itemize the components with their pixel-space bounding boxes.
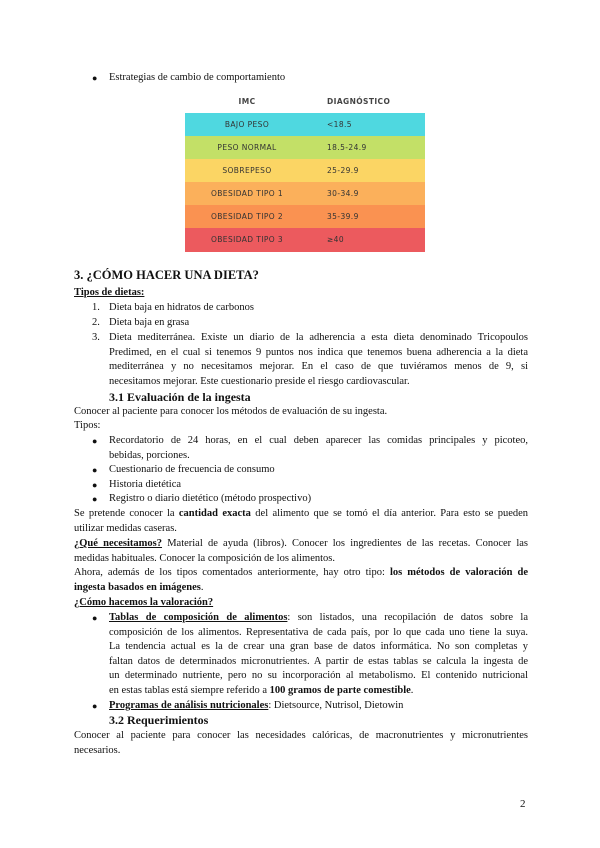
imc-row-bajo-peso <box>185 113 425 136</box>
method-item-2: Cuestionario de frecuencia de consumo <box>109 464 275 475</box>
list-number: 2. <box>92 317 100 328</box>
method-item-3: Historia dietética <box>109 479 182 490</box>
diet-item-1: Dieta baja en hidratos de carbonos <box>109 302 254 313</box>
bullet-icon: ● <box>92 701 98 711</box>
imc-category: PESO NORMAL <box>217 143 277 152</box>
imc-range: 30-34.9 <box>327 189 359 198</box>
imc-range: 25-29.9 <box>327 166 359 175</box>
imc-category: OBESIDAD TIPO 3 <box>210 235 284 244</box>
imc-row-peso-normal <box>185 136 425 159</box>
top-bullet-text: Estrategias de cambio de comportamiento <box>109 72 286 83</box>
imc-category: OBESIDAD TIPO 2 <box>210 212 284 221</box>
imc-range: 18.5-24.9 <box>327 143 367 152</box>
section-3-2-text: Conocer al paciente para conocer las necesidades calóricas, de macronutrientes y micronutrientes necesarios. <box>74 730 528 756</box>
imc-range: ≥40 <box>327 235 345 244</box>
section-3-2-title: 3.2 Requerimientos <box>109 713 209 727</box>
imc-row-obesidad-2 <box>185 205 425 228</box>
imc-row-obesidad-3 <box>185 228 425 252</box>
imc-row-obesidad-1 <box>185 182 425 205</box>
diet-item-3: Dieta mediterránea. Existe un diario de la adherencia a esta dieta denominado Tricopoulos Predimed, en el cual si tenemos 9 puntos nos indica que tenemos buena adherencia a la dieta mediterránea y no necesitamos mejorar. En el caso de que tuviéramos menos de 9, si necesitamos mejorar. Este cuestionario preside el riesgo cardiovascular. <box>109 332 528 387</box>
diet-types-label: Tipos de dietas: <box>74 287 145 298</box>
imc-table-header <box>185 90 425 113</box>
bullet-icon: ● <box>92 465 98 475</box>
bullet-icon: ● <box>92 613 98 623</box>
bullet-icon: ● <box>92 494 98 504</box>
list-number: 1. <box>92 302 100 313</box>
como-hacemos-label: ¿Cómo hacemos la valoración? <box>74 597 214 608</box>
tablas-composicion-item: Tablas de composición de alimentos: son listados, una recopilación de datos sobre la composición de los alimentos. Representativa de cada país, por lo que cada uno tiene la suya. La tendencia actual es la de crear una gran base de datos informática. No son completas y faltan datos de determinados micronutrientes. A partir de estas tablas se calcula la ingesta de un determinado nutriente, pero no su incorporación al metabolismo. El contenido nutricional en estas tablas está siempre referido a 100 gramos de parte comestible. <box>109 612 528 696</box>
imc-header-diagnostico: DIAGNÓSTICO <box>327 97 391 106</box>
tipos-label: Tipos: <box>74 420 101 431</box>
paragraph-imagenes: Ahora, además de los tipos comentados anteriormente, hay otro tipo: los métodos de valoración de ingesta basados en imágenes. <box>74 567 529 593</box>
section-3-1-intro: Conocer al paciente para conocer los métodos de evaluación de su ingesta. <box>74 406 388 417</box>
section-3-title: 3. ¿CÓMO HACER UNA DIETA? <box>74 268 259 282</box>
section-3-1-title: 3.1 Evaluación de la ingesta <box>109 390 251 404</box>
imc-range: <18.5 <box>327 120 352 129</box>
paragraph-cantidad-exacta: Se pretende conocer la cantidad exacta del alimento que se tomó el día anterior. Para esto se pueden utilizar medidas caseras. <box>74 508 529 534</box>
bullet-icon: ● <box>92 73 98 83</box>
page-number: 2 <box>520 798 526 810</box>
imc-category: OBESIDAD TIPO 1 <box>210 189 284 198</box>
imc-header-imc: IMC <box>238 97 256 106</box>
bullet-icon: ● <box>92 480 98 490</box>
bullet-icon: ● <box>92 436 98 446</box>
diet-item-2: Dieta baja en grasa <box>109 317 190 328</box>
imc-range: 35-39.9 <box>327 212 359 221</box>
imc-table <box>185 90 425 252</box>
method-item-1: Recordatorio de 24 horas, en el cual deben aparecer las comidas principales y picoteo, bebidas, porciones. <box>109 435 528 461</box>
paragraph-que-necesitamos: ¿Qué necesitamos? Material de ayuda (libros). Conocer los ingredientes de las recetas. Conocer las medidas habituales. Conocer la composición de los alimentos. <box>74 538 528 564</box>
imc-row-sobrepeso <box>185 159 425 182</box>
list-number: 3. <box>92 332 100 343</box>
imc-category: SOBREPESO <box>222 166 272 175</box>
method-item-4: Registro o diario dietético (método prospectivo) <box>109 493 312 504</box>
imc-category: BAJO PESO <box>224 120 270 129</box>
programas-item: Programas de análisis nutricionales: Dietsource, Nutrisol, Dietowin <box>109 700 404 711</box>
